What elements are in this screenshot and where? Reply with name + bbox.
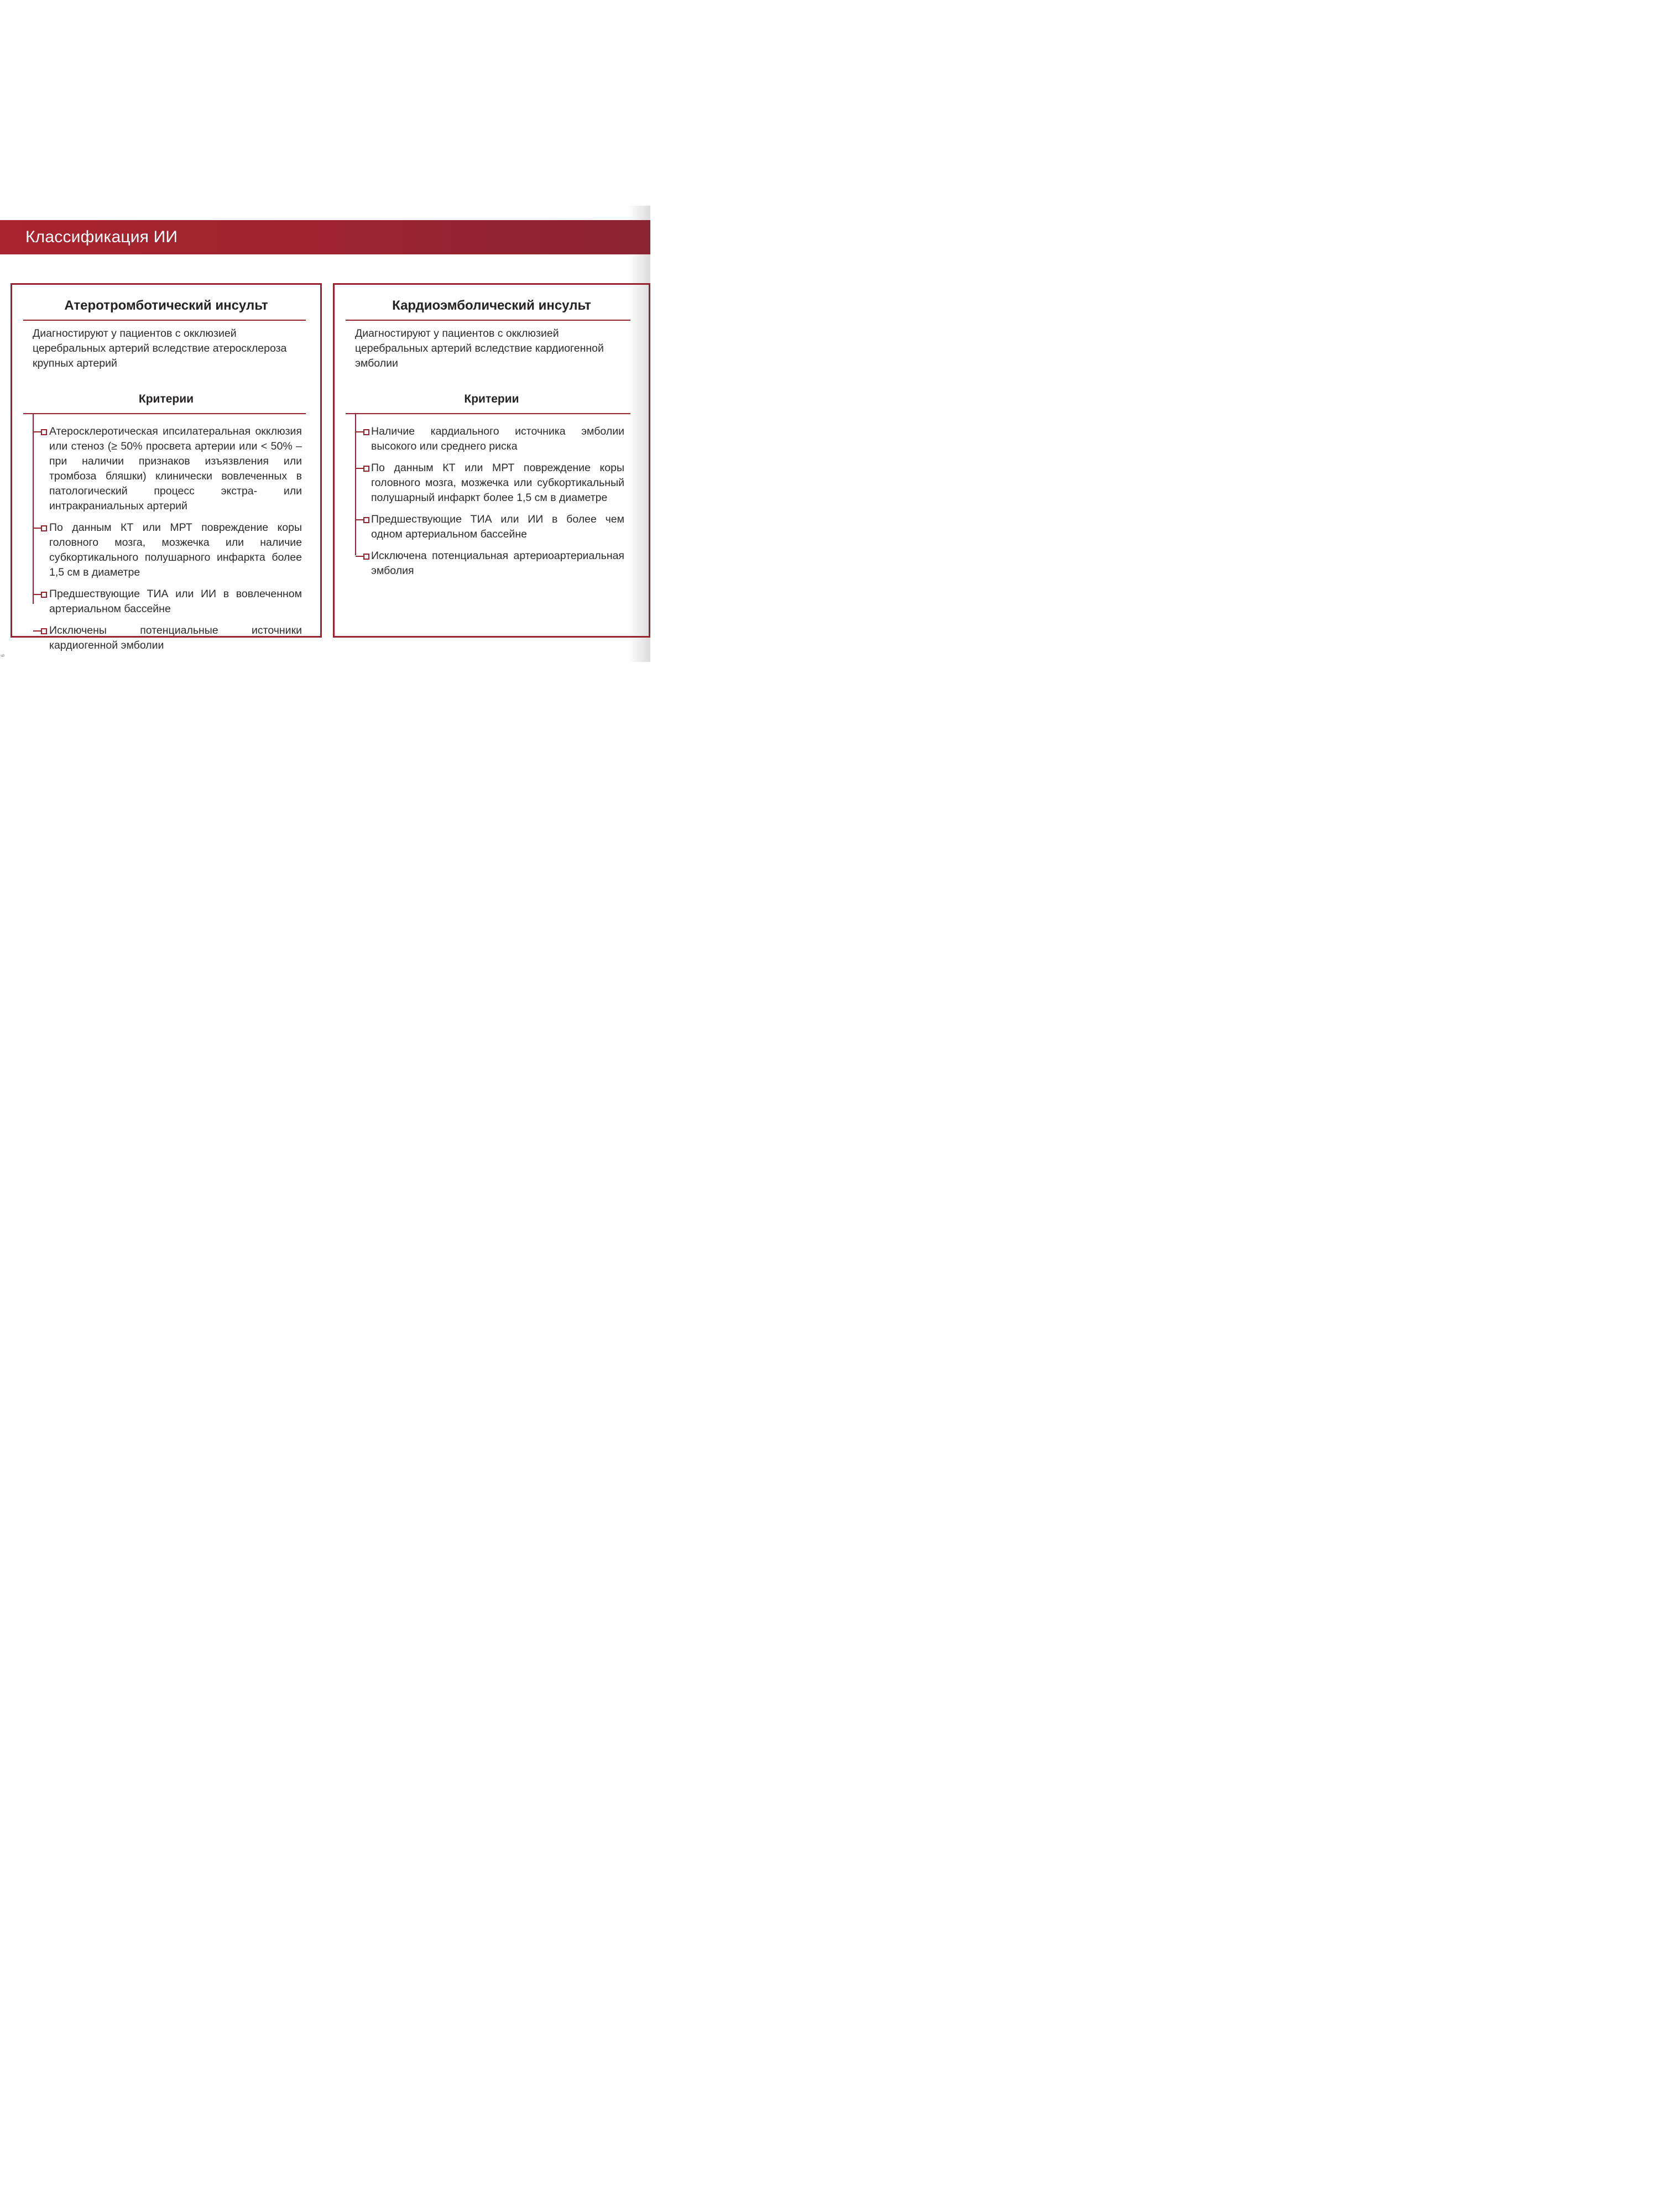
criterion-text: По данным КТ или МРТ повреждение коры головного мозга, мозжечка или субкортикальный полушарный инфаркт более 1,5 см в диаметре bbox=[371, 462, 624, 504]
criterion-text: Предшествующие ТИА или ИИ в более чем одном артериальном бассейне bbox=[371, 513, 624, 540]
atherothrombotic-stroke-card bbox=[11, 283, 322, 651]
card-description: Диагностируют у пациентов с окклюзией церебральных артерий вследствие кардиогенной эмболии bbox=[355, 327, 604, 369]
square-bullet-icon bbox=[363, 554, 369, 560]
list-item bbox=[12, 424, 320, 514]
list-item bbox=[335, 461, 649, 505]
criteria-list bbox=[12, 424, 320, 660]
list-item bbox=[12, 587, 320, 617]
criterion-text: Исключена потенциальная артериоартериальная эмболия bbox=[371, 550, 624, 577]
page-number: 6 bbox=[0, 654, 6, 657]
criterion-text: Предшествующие ТИА или ИИ в вовлеченном артериальном бассейне bbox=[49, 588, 302, 615]
list-item bbox=[335, 549, 649, 578]
square-bullet-icon bbox=[41, 628, 47, 634]
square-bullet-icon bbox=[41, 525, 47, 531]
square-bullet-icon bbox=[363, 517, 369, 523]
criteria-divider bbox=[346, 413, 630, 414]
criterion-text: Наличие кардиального источника эмболии высокого или среднего риска bbox=[371, 425, 624, 452]
title-divider bbox=[346, 320, 630, 321]
square-bullet-icon bbox=[41, 429, 47, 435]
criterion-text: Исключены потенциальные источники кардиогенной эмболии bbox=[49, 624, 302, 651]
card-description: Диагностируют у пациентов с окклюзией церебральных артерий вследствие атеросклероза крупных артерий bbox=[33, 327, 287, 369]
square-bullet-icon bbox=[363, 429, 369, 435]
criteria-heading: Критерии bbox=[464, 393, 519, 405]
criterion-text: Атеросклеротическая ипсилатеральная окклюзия или стеноз (≥ 50% просвета артерии или < 50% – при наличии признаков изъязвления или тромбоза бляшки) клинически вовлеченных в патологический процесс экстра- или интракраниальных артерий bbox=[49, 425, 302, 512]
square-bullet-icon bbox=[363, 466, 369, 472]
card-title: Кардиоэмболический инсульт bbox=[392, 298, 591, 313]
list-item bbox=[335, 512, 649, 542]
criteria-list bbox=[335, 424, 649, 585]
list-item bbox=[12, 623, 320, 653]
section-header-bar bbox=[0, 220, 650, 254]
title-divider bbox=[23, 320, 306, 321]
criteria-divider bbox=[23, 413, 306, 414]
section-title: Классификация ИИ bbox=[25, 228, 178, 246]
list-item bbox=[335, 424, 649, 454]
card-title: Атеротромботический инсульт bbox=[64, 298, 268, 313]
cardioembolic-stroke-card bbox=[333, 283, 650, 638]
list-item bbox=[12, 520, 320, 580]
criterion-text: По данным КТ или МРТ повреждение коры головного мозга, мозжечка или наличие субкортикального полушарного инфаркта более 1,5 см в диаметре bbox=[49, 521, 302, 578]
square-bullet-icon bbox=[41, 592, 47, 598]
criteria-heading: Критерии bbox=[138, 393, 194, 405]
